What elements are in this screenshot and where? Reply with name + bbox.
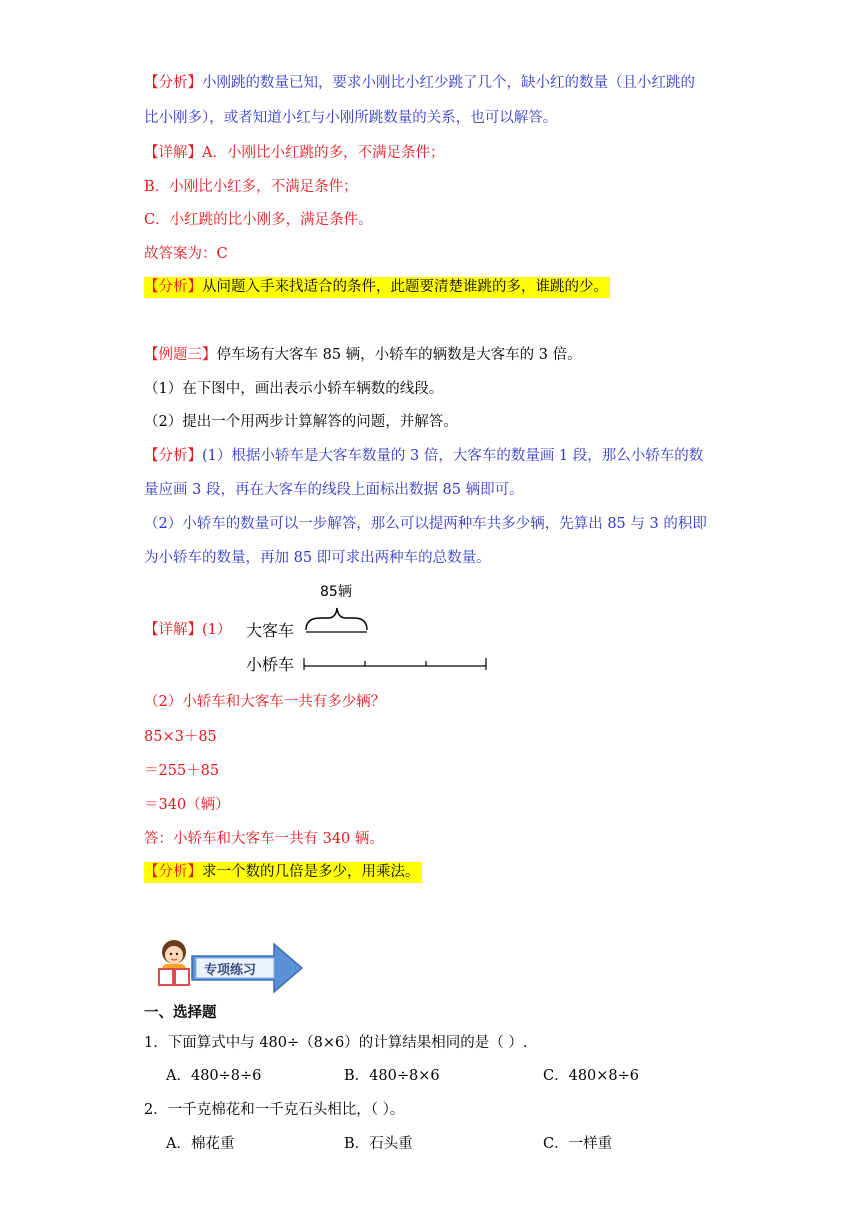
summary-tag: 【分析】 xyxy=(144,864,202,880)
example-answer: 答：小轿车和大客车一共有 340 辆。 xyxy=(144,831,384,847)
detail-question-2: （2）小轿车和大客车一共有多少辆？ xyxy=(144,694,386,710)
brace-label: 85辆 xyxy=(320,584,352,600)
bus-label: 大客车 xyxy=(246,621,295,640)
calc-step-2: ＝255＋85 xyxy=(144,763,220,779)
summary-1 xyxy=(144,277,610,297)
section-title-choice: 一、选择题 xyxy=(144,1004,217,1021)
detail-tag: 【详解】 xyxy=(144,145,202,161)
question-1-option-a: A．480÷8÷6 xyxy=(166,1068,262,1084)
analysis-tag: 【分析】 xyxy=(144,448,202,464)
example3-question xyxy=(144,345,582,365)
question-1-option-b: B．480÷8×6 xyxy=(344,1068,440,1084)
example-question-text: 停车场有大客车 85 辆，小轿车的辆数是大客车的 3 倍。 xyxy=(216,347,582,363)
student-girl-icon xyxy=(158,940,190,986)
car-label: 小桥车 xyxy=(246,655,295,674)
summary-text: 求一个数的几倍是多少，用乘法。 xyxy=(202,864,420,880)
analysis-text-line2: 比小刚多），或者知道小红与小刚所跳数量的关系，也可以解答。 xyxy=(144,110,558,126)
question-1-stem: 1．下面算式中与 480÷（8×6）的计算结果相同的是（ ）. xyxy=(144,1035,528,1051)
example-analysis-line4: 为小轿车的数量，再加 85 即可求出两种车的总数量。 xyxy=(144,550,491,566)
question-2-option-a: A．棉花重 xyxy=(166,1136,235,1152)
summary-text: 从问题入手来找适合的条件，此题要清楚谁跳的多，谁跳的少。 xyxy=(202,279,608,295)
example-detail-part1 xyxy=(144,620,231,640)
detail-option-b: B．小刚比小红多，不满足条件； xyxy=(144,179,358,195)
detail-option-c: C．小红跳的比小刚多，满足条件。 xyxy=(144,212,373,228)
example-analysis-line3: （2）小轿车的数量可以一步解答，那么可以提两种车共多少辆，先算出 85 与 3 的积即 xyxy=(144,516,707,532)
detail-line-a xyxy=(144,143,444,163)
detail-part1-label: (1） xyxy=(202,622,232,638)
banner-text: 专项练习 xyxy=(204,963,257,978)
answer-text: 故答案为：C xyxy=(144,246,228,262)
example-tag: 【例题三】 xyxy=(144,347,217,363)
example-subquestion-1: （1）在下图中，画出表示小轿车辆数的线段。 xyxy=(144,381,444,397)
segment-diagram xyxy=(240,578,500,678)
summary-tag: 【分析】 xyxy=(144,279,202,295)
analysis-paragraph-1 xyxy=(144,73,695,93)
detail-option-a: A．小刚比小红跳的多，不满足条件； xyxy=(202,145,445,161)
question-2-stem: 2．一千克棉花和一千克石头相比，（ ）。 xyxy=(144,1102,405,1118)
practice-banner xyxy=(154,936,306,994)
question-2-option-c: C．一样重 xyxy=(543,1136,613,1152)
example-analysis-line1 xyxy=(144,446,703,466)
calc-step-3: ＝340（辆） xyxy=(144,797,230,813)
summary-2 xyxy=(144,862,422,882)
analysis-text: (1）根据小轿车是大客车数量的 3 倍，大客车的数量画 1 段，那么小轿车的数 xyxy=(202,448,704,464)
analysis-tag: 【分析】 xyxy=(144,75,202,91)
detail-tag: 【详解】 xyxy=(144,622,202,638)
question-2-option-b: B．石头重 xyxy=(344,1136,413,1152)
brace xyxy=(306,608,367,630)
analysis-text: 小刚跳的数量已知，要求小刚比小红少跳了几个，缺小红的数量（且小红跳的 xyxy=(202,75,695,91)
calc-step-1: 85×3＋85 xyxy=(144,729,217,745)
example-subquestion-2: （2）提出一个用两步计算解答的问题，并解答。 xyxy=(144,414,458,430)
question-1-option-c: C．480×8÷6 xyxy=(543,1068,640,1084)
example-analysis-line2: 量应画 3 段，再在大客车的线段上面标出数据 85 辆即可。 xyxy=(144,482,524,498)
